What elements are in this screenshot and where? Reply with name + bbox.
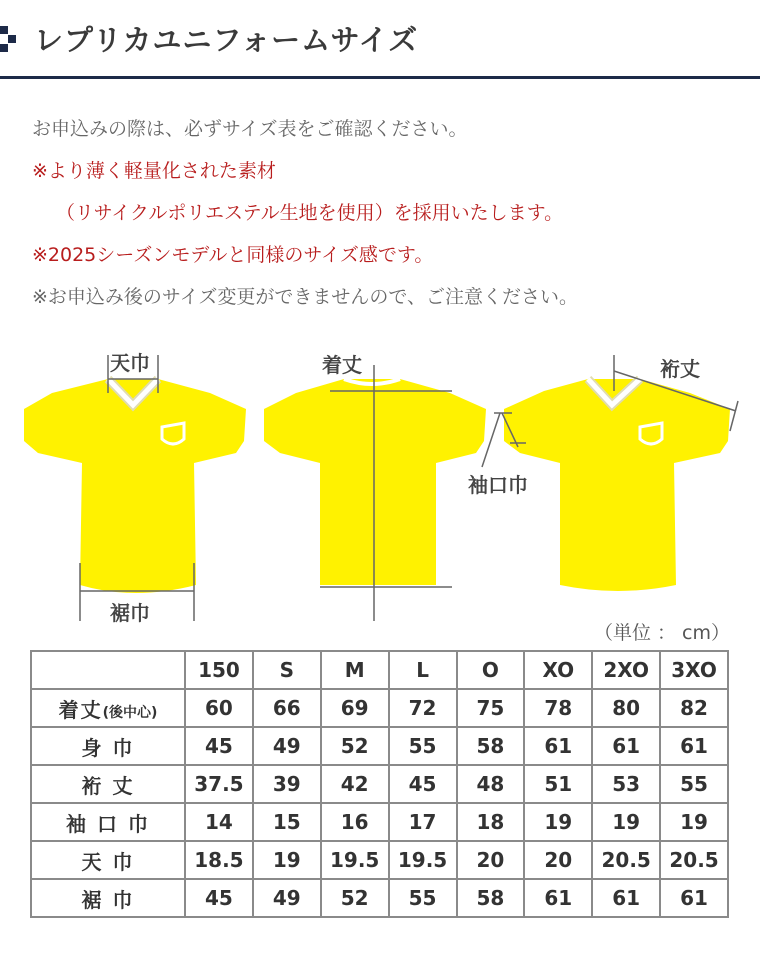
table-cell: 61 [592,727,660,765]
size-header: S [253,651,321,689]
row-label: 着丈(後中心) [31,689,185,727]
table-cell: 58 [457,879,525,917]
table-row [31,841,728,879]
table-cell: 66 [253,689,321,727]
table-row [31,879,728,917]
table-cell: 20.5 [592,841,660,879]
size-header: L [389,651,457,689]
table-cell: 19 [592,803,660,841]
row-label: 裾 巾 [31,879,185,917]
table-cell: 20 [524,841,592,879]
shirt-front-image [24,355,246,621]
table-cell: 48 [457,765,525,803]
table-cell: 61 [592,879,660,917]
table-cell: 61 [524,879,592,917]
table-cell: 58 [457,727,525,765]
table-cell: 14 [185,803,253,841]
shirt-back-image [264,365,486,621]
table-cell: 45 [389,765,457,803]
size-header: 3XO [660,651,728,689]
size-header-row [31,651,728,689]
section-header [0,0,760,80]
table-cell: 61 [524,727,592,765]
size-header: 2XO [592,651,660,689]
label-kitake: 着丈 [322,349,362,378]
row-label-note: (後中心) [102,704,158,721]
table-cell: 18.5 [185,841,253,879]
note-no-exchange: ※お申込み後のサイズ変更ができませんので、ご注意ください。 [32,286,579,308]
label-susohaba: 裾巾 [110,597,150,626]
table-cell: 20.5 [660,841,728,879]
note-confirm: お申込みの際は、必ずサイズ表をご確認ください。 [32,118,468,140]
table-cell: 19.5 [321,841,389,879]
table-cell: 39 [253,765,321,803]
table-row [31,727,728,765]
page-title: レプリカユニフォームサイズ [34,23,419,57]
note-material: ※より薄く軽量化された素材 [32,160,276,182]
note-size-feel: ※2025シーズンモデルと同様のサイズ感です。 [32,244,434,266]
size-header: XO [524,651,592,689]
table-cell: 19 [524,803,592,841]
table-cell: 55 [660,765,728,803]
table-cell: 51 [524,765,592,803]
table-cell: 49 [253,879,321,917]
table-cell: 80 [592,689,660,727]
table-cell: 61 [660,727,728,765]
table-cell: 52 [321,879,389,917]
table-cell: 61 [660,879,728,917]
table-cell: 16 [321,803,389,841]
table-cell: 82 [660,689,728,727]
label-yukitake: 裄丈 [660,353,700,382]
row-label: 身 巾 [31,727,185,765]
table-cell: 42 [321,765,389,803]
table-cell: 37.5 [185,765,253,803]
unit-label: （単位 ： cm） [593,622,730,644]
note-material-detail: （リサイクルポリエステル生地を使用）を採用いたします。 [56,202,564,224]
table-cell: 78 [524,689,592,727]
size-header: 150 [185,651,253,689]
table-cell: 53 [592,765,660,803]
size-header: O [457,651,525,689]
table-cell: 18 [457,803,525,841]
notes-block [32,108,752,318]
table-cell: 20 [457,841,525,879]
table-row [31,765,728,803]
table-row [31,689,728,727]
table-cell: 55 [389,879,457,917]
table-cell: 55 [389,727,457,765]
table-cell: 49 [253,727,321,765]
size-table [30,650,729,918]
table-cell: 19.5 [389,841,457,879]
table-row [31,803,728,841]
header-divider [0,76,760,79]
row-label: 裄 丈 [31,765,185,803]
size-header: M [321,651,389,689]
corner-cell [31,651,185,689]
table-cell: 60 [185,689,253,727]
table-cell: 17 [389,803,457,841]
row-label: 袖 口 巾 [31,803,185,841]
square-bullet-icon [0,26,22,52]
row-label: 天 巾 [31,841,185,879]
table-cell: 52 [321,727,389,765]
label-tenhaba: 天巾 [110,347,150,376]
table-cell: 19 [253,841,321,879]
label-sodeguchi: 袖口巾 [468,469,528,498]
table-cell: 15 [253,803,321,841]
measurement-illustration [0,335,760,635]
table-cell: 75 [457,689,525,727]
table-cell: 72 [389,689,457,727]
table-cell: 19 [660,803,728,841]
table-cell: 45 [185,879,253,917]
table-cell: 45 [185,727,253,765]
table-cell: 69 [321,689,389,727]
